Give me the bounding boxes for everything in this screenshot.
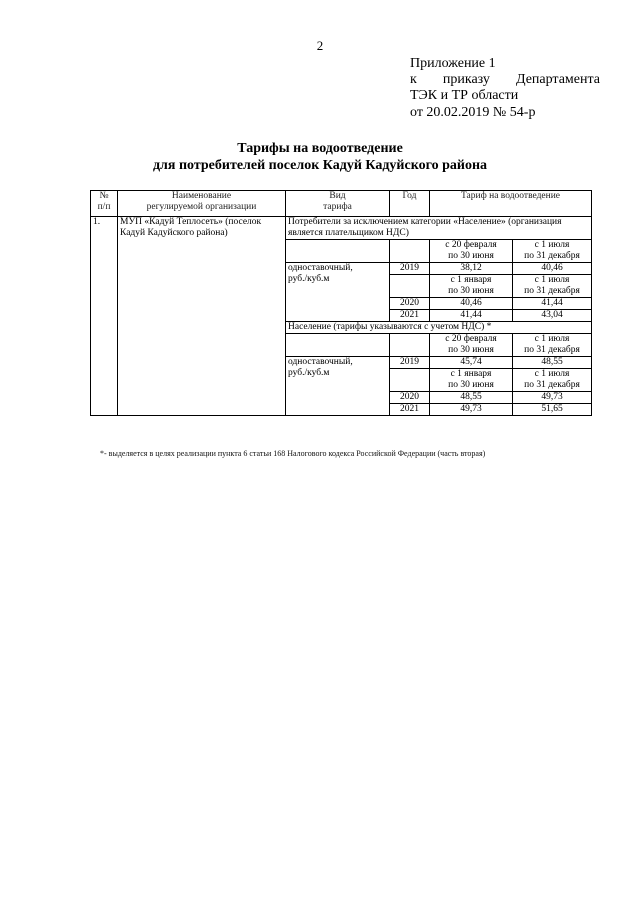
- footnote: *- выделяется в целях реализации пункта 6 статьи 168 Налогового кодекса Российской Федерации (часть вторая): [100, 449, 486, 458]
- value-cell: 51,65: [513, 404, 592, 416]
- value-cell: 49,73: [513, 392, 592, 404]
- year-cell: 2019: [390, 263, 430, 275]
- appendix-word: Департамента: [515, 72, 600, 87]
- header-org: Наименование регулируемой организации: [118, 191, 286, 217]
- year-cell: 2021: [390, 404, 430, 416]
- document-title-line-1: Тарифы на водоотведение: [237, 141, 403, 156]
- appendix-line-3: ТЭК и ТР области: [410, 88, 519, 103]
- appendix-word: приказу: [442, 72, 490, 87]
- organization-name: МУП «Кадуй Теплосеть» (поселок Кадуй Кадуйского района): [118, 217, 286, 416]
- value-cell: 41,44: [430, 310, 513, 322]
- group-caption: Население (тарифы указываются с учетом НДС) *: [286, 322, 592, 334]
- table-row: [91, 217, 592, 240]
- appendix-line-2: [410, 72, 600, 88]
- value-cell: 40,46: [430, 298, 513, 310]
- value-cell: 48,55: [430, 392, 513, 404]
- period-cell: с 1 января по 30 июня: [430, 369, 513, 392]
- period-cell: с 1 июля по 31 декабря: [513, 240, 592, 263]
- value-cell: 41,44: [513, 298, 592, 310]
- period-cell: с 1 января по 30 июня: [430, 275, 513, 298]
- year-cell: 2020: [390, 392, 430, 404]
- tariff-type: одноставочный, руб./куб.м: [286, 263, 390, 322]
- header-tariff: Тариф на водоотведение: [430, 191, 592, 217]
- value-cell: 49,73: [430, 404, 513, 416]
- period-cell: с 1 июля по 31 декабря: [513, 334, 592, 357]
- value-cell: 38,12: [430, 263, 513, 275]
- year-cell: 2019: [390, 357, 430, 369]
- table-header-row: [91, 191, 592, 217]
- appendix-word: к: [410, 72, 417, 87]
- value-cell: 43,04: [513, 310, 592, 322]
- period-cell: с 20 февраля по 30 июня: [430, 240, 513, 263]
- period-cell: с 20 февраля по 30 июня: [430, 334, 513, 357]
- header-year: Год: [390, 191, 430, 217]
- period-cell: с 1 июля по 31 декабря: [513, 275, 592, 298]
- period-cell: с 1 июля по 31 декабря: [513, 369, 592, 392]
- value-cell: 40,46: [513, 263, 592, 275]
- year-cell: 2021: [390, 310, 430, 322]
- row-number: 1.: [91, 217, 118, 416]
- appendix-line-4: от 20.02.2019 № 54-р: [410, 105, 536, 120]
- tariff-table: [90, 190, 592, 416]
- group-caption: Потребители за исключением категории «Население» (организация является плательщиком НДС): [286, 217, 592, 240]
- document-title-line-2: для потребителей поселок Кадуй Кадуйского района: [152, 158, 488, 173]
- year-cell: 2020: [390, 298, 430, 310]
- tariff-type: одноставочный, руб./куб.м: [286, 357, 390, 416]
- appendix-line-1: Приложение 1: [410, 56, 496, 71]
- header-num: № п/п: [91, 191, 118, 217]
- header-type: Вид тарифа: [286, 191, 390, 217]
- value-cell: 45,74: [430, 357, 513, 369]
- value-cell: 48,55: [513, 357, 592, 369]
- page-number: 2: [316, 38, 324, 53]
